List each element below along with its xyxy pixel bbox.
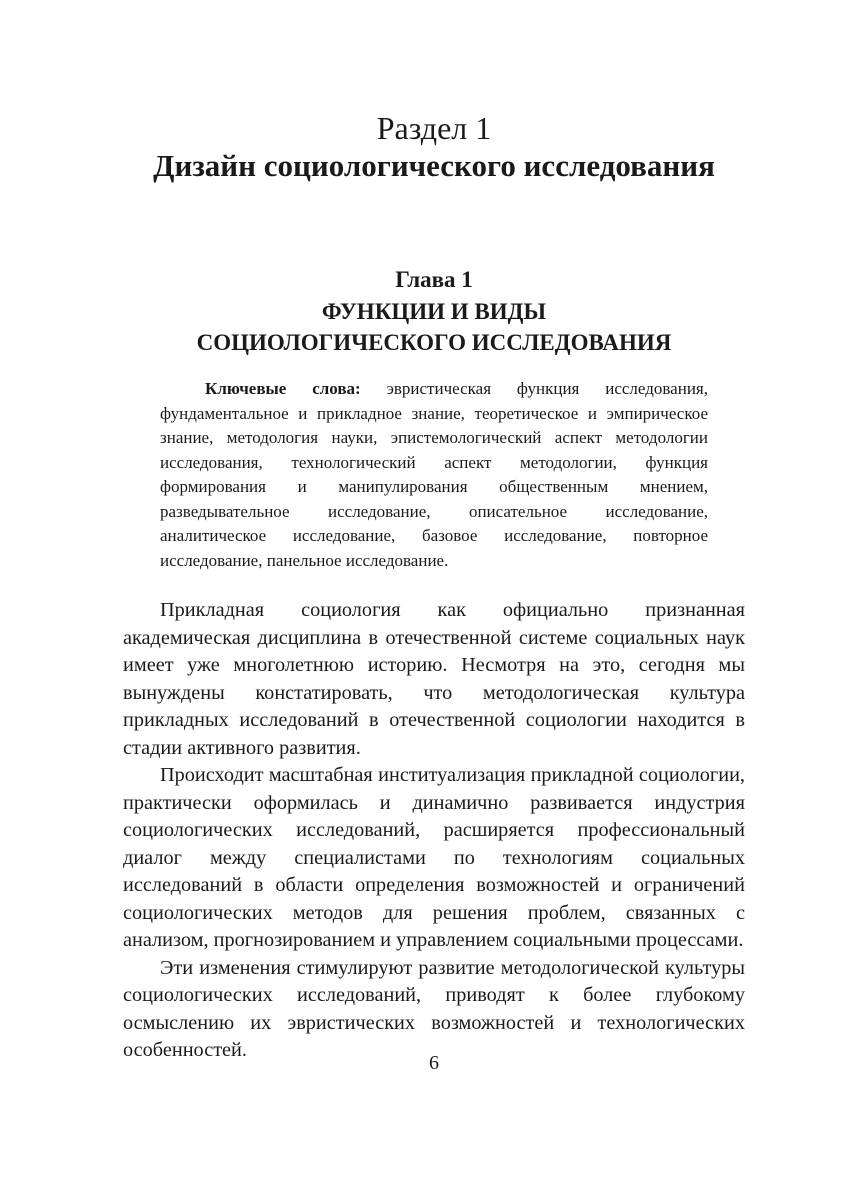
paragraph-1: Прикладная социология как официально признанная академическая дисциплина в отечественной системе социальных наук имеет уже многолетнюю историю. Несмотря на это, сегодня мы вынуждены констатировать, что методологическая культура прикладных исследований в отечественной социологии находится в стадии активного развития. bbox=[123, 599, 745, 759]
keywords-label: Ключевые слова: bbox=[205, 379, 361, 398]
page-number: 6 bbox=[429, 1052, 439, 1074]
chapter-title-line-1: ФУНКЦИИ И ВИДЫ bbox=[321, 299, 547, 324]
section-label: Раздел 1 bbox=[376, 110, 492, 146]
paragraph-2: Происходит масштабная институализация прикладной социологии, практически оформилась и динамично развивается индустрия социологических исследований, расширяется профессиональный диалог между специалистами по технологиям социальных исследований в области определения возможностей и ограничений социологических методов для решения проблем, связанных с анализом, прогнозированием и управлением социальными процессами. bbox=[123, 764, 745, 951]
section-title: Дизайн социологического исследования bbox=[153, 148, 715, 183]
chapter-label: Глава 1 bbox=[395, 267, 473, 292]
chapter-title-line-2: СОЦИОЛОГИЧЕСКОГО ИССЛЕДОВАНИЯ bbox=[196, 330, 672, 355]
keywords-text: эвристическая функция исследования, фундаментальное и прикладное знание, теоретическое и эмпирическое знание, методология науки, эпистемологический аспект методологии исследования, технологический аспект методологии, функция формирования и манипулирования общественным мнением, разведывательное исследование, описательное исследование, аналитическое исследование, базовое исследование, повторное исследование, панельное исследование. bbox=[160, 379, 708, 570]
keywords-block bbox=[160, 377, 708, 573]
body-text bbox=[123, 597, 745, 1065]
chapter-title bbox=[123, 296, 745, 358]
book-page bbox=[123, 0, 745, 1182]
paragraph-3: Эти изменения стимулируют развитие методологической культуры социологических исследований, приводят к более глубокому осмыслению их эвристических возможностей и технологических особенностей. bbox=[123, 956, 745, 1061]
